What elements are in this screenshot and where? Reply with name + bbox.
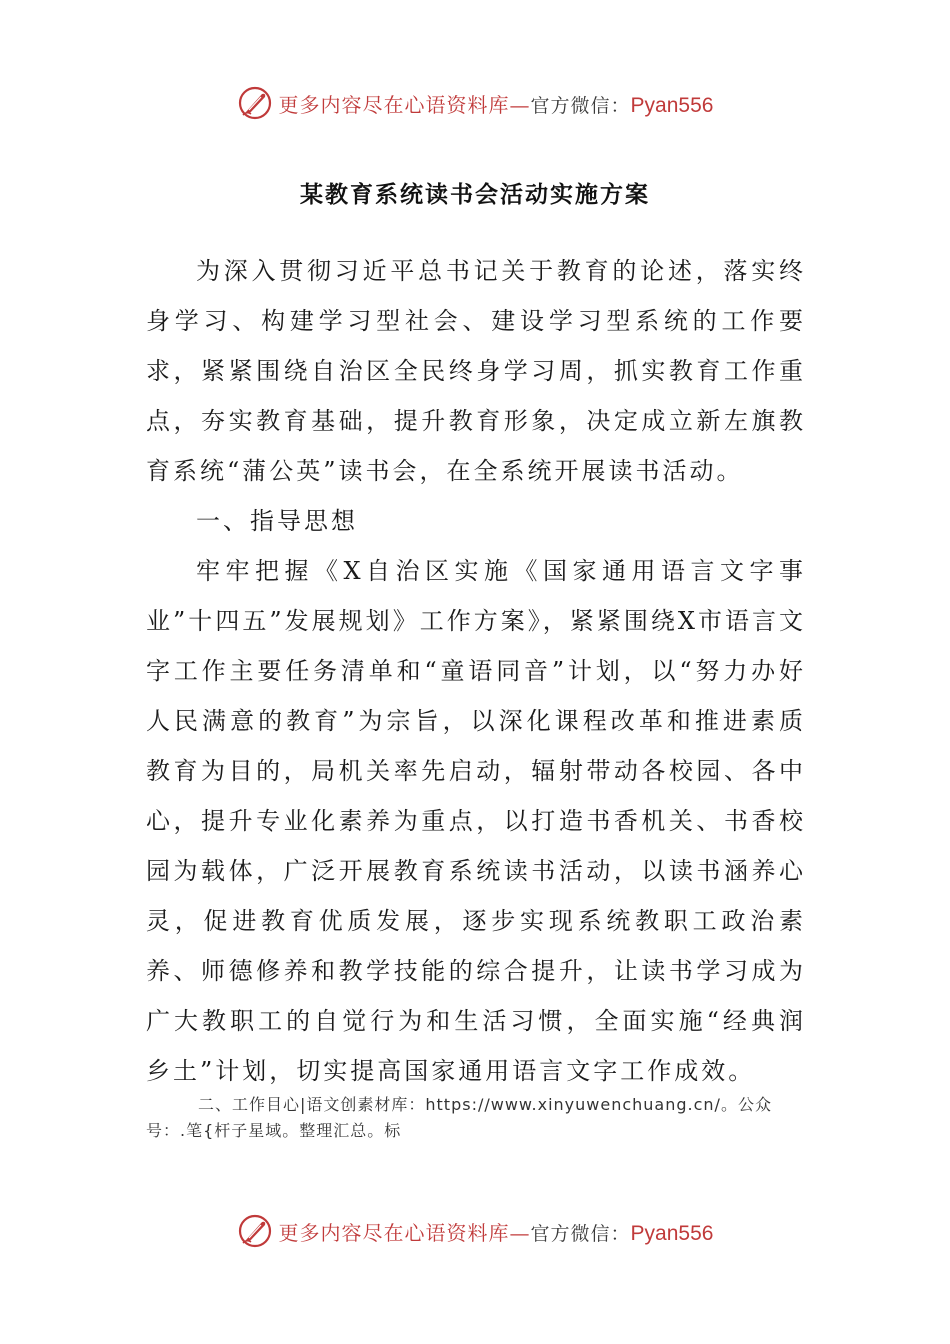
wechat-label: 官方微信：	[530, 94, 631, 117]
wechat-id: Pyan556	[630, 93, 714, 117]
brand-text: 更多内容尽在心语资料库	[278, 1220, 510, 1245]
quill-pen-icon	[237, 1213, 273, 1249]
banner-dash: —	[509, 92, 531, 117]
header-banner	[0, 80, 950, 126]
footer-banner	[0, 1208, 950, 1254]
wechat-label: 官方微信：	[530, 1222, 631, 1245]
paragraph-intro: 为深入贯彻习近平总书记关于教育的论述，落实终身学习、构建学习型社会、建设学习型系统的工作要求，紧紧围绕自治区全民终身学习周，抓实教育工作重点，夯实教育基础，提升教育形象，决定成立新左旗教育系统“蒲公英”读书会，在全系统开展读书活动。	[146, 257, 806, 485]
quill-pen-icon	[237, 85, 273, 121]
brand-text: 更多内容尽在心语资料库	[278, 92, 510, 117]
footnote	[146, 1092, 786, 1144]
document-title: 某教育系统读书会活动实施方案	[300, 182, 650, 208]
footer-banner-text	[279, 1217, 714, 1246]
banner-dash: —	[509, 1220, 531, 1245]
wechat-id: Pyan556	[630, 1221, 714, 1245]
header-banner-text	[279, 89, 714, 118]
paragraph-guiding-ideology: 牢牢把握《X自治区实施《国家通用语言文字事业”十四五”发展规划》工作方案》，紧紧围绕X市语言文字工作主要任务清单和“童语同音”计划，以“努力办好人民满意的教育”为宗旨，以深化课程改革和推进素质教育为目的，局机关率先启动，辐射带动各校园、各中心，提升专业化素养为重点，以打造书香机关、书香校园为载体，广泛开展教育系统读书活动，以读书涵养心灵，促进教育优质发展，逐步实现系统教职工政治素养、师德修养和教学技能的综合提升，让读书学习成为广大教职工的自觉行为和生活习惯，全面实施“经典润乡土”计划，切实提高国家通用语言文字工作成效。	[146, 557, 806, 1085]
section-heading-guiding-ideology: 一、指导思想	[196, 507, 358, 535]
footnote-text: 二、工作目心|语文创素材库：https://www.xinyuwenchuang.cn/。公众号：.笔{杆子星域。整理汇总。标	[146, 1095, 772, 1140]
document-body	[146, 246, 806, 1096]
